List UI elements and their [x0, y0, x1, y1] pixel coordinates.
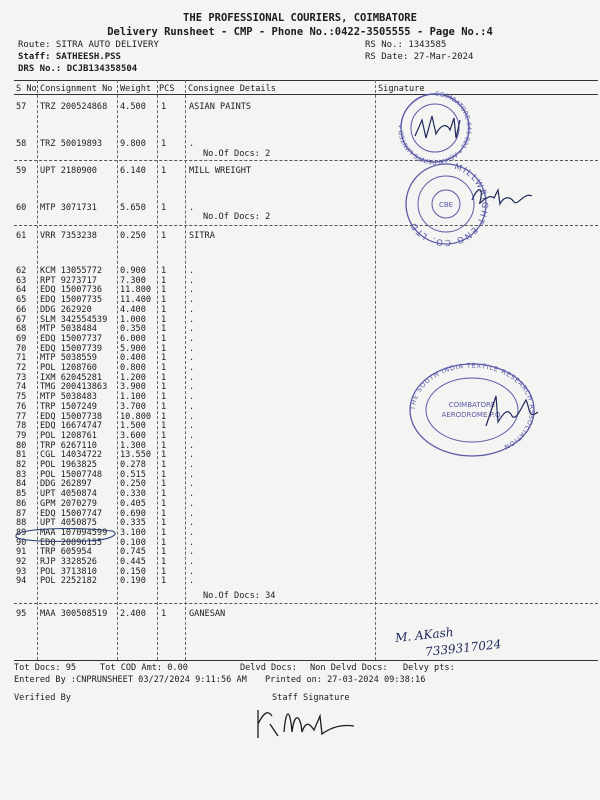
row-sno: 86 [16, 498, 27, 509]
row-consignment: EDQ 20896155 [40, 537, 103, 548]
table-row [0, 231, 600, 243]
row-consignment: EDQ 16674747 [40, 421, 103, 432]
staff-signature [250, 702, 360, 744]
rs-date: RS Date: 27-Mar-2024 [365, 52, 474, 62]
row-pcs: 1 [161, 295, 167, 306]
row-pcs: 1 [161, 275, 167, 286]
row-sno: 67 [16, 314, 27, 325]
row-consignment: MAA 107094599 [40, 527, 108, 538]
row-pcs: 1 [161, 547, 167, 558]
row-weight: 1.500 [120, 421, 146, 432]
row-weight: 0.150 [120, 566, 146, 577]
row-sno: 64 [16, 285, 27, 296]
row-pcs: 1 [161, 382, 167, 393]
row-pcs: 1 [161, 430, 167, 441]
row-sno: 76 [16, 401, 27, 412]
row-sno: 78 [16, 421, 27, 432]
table-top-rule [14, 80, 598, 81]
row-sno: 62 [16, 266, 27, 276]
row-consignee-detail: . [189, 498, 195, 509]
row-consignment: TRP 605954 [40, 547, 92, 558]
row-consignee-detail: . [189, 518, 195, 529]
row-consignee-detail: . [189, 295, 195, 306]
row-pcs: 1 [161, 333, 167, 344]
row-pcs: 1 [161, 266, 167, 276]
row-sno: 63 [16, 275, 27, 286]
entered-by: Entered By :CNPRUNSHEET 03/27/2024 9:11:56 AM [14, 675, 247, 685]
doc-count: No.Of Docs: 2 [203, 149, 271, 159]
row-consignee-detail: . [189, 469, 195, 480]
row-pcs: 1 [161, 576, 167, 587]
row-pcs: 1 [161, 401, 167, 412]
row-sno: 82 [16, 460, 27, 470]
row-consignment: MAA 300508519 [40, 609, 108, 619]
row-sno: 68 [16, 324, 27, 335]
row-consignee-detail: . [189, 304, 195, 315]
row-consignment: CGL 14034722 [40, 450, 103, 461]
row-consignee-detail: . [189, 479, 195, 490]
row-consignment: KCM 13055772 [40, 266, 103, 276]
row-weight: 6.140 [120, 166, 146, 176]
row-weight: 0.350 [120, 324, 146, 335]
row-weight: 11.800 [120, 285, 152, 296]
row-consignment: POL 1963825 [40, 460, 97, 470]
row-pcs: 1 [161, 440, 167, 451]
total-cod-amount: Tot COD Amt: 0.00 [100, 663, 188, 673]
row-consignment: UPT 4050875 [40, 518, 97, 529]
row-consignee-detail: . [189, 401, 195, 412]
row-weight: 0.190 [120, 576, 146, 587]
row-weight: 0.745 [120, 547, 146, 558]
row-weight: 4.500 [120, 102, 146, 112]
row-weight: 2.400 [120, 609, 146, 619]
row-weight: 9.800 [120, 139, 146, 149]
row-pcs: 1 [161, 203, 167, 213]
row-pcs: 1 [161, 231, 167, 241]
runsheet-subtitle: Delivery Runsheet - CMP - Phone No.:0422-3505555 - Page No.:4 [107, 26, 493, 38]
sitra-stamp-ring-text: THE SOUTH INDIA TEXTILE RESEARCH ASSOCIATION [408, 361, 537, 452]
delivered-docs: Delvd Docs: [240, 663, 297, 673]
row-consignment: MTP 5038484 [40, 324, 97, 335]
rs-number: RS No.: 1343585 [365, 40, 447, 50]
row-weight: 0.100 [120, 537, 146, 548]
row-consignee-detail: . [189, 576, 195, 587]
col-header-sno: S No [16, 84, 37, 94]
signature-millwright [468, 182, 538, 212]
row-weight: 1.200 [120, 372, 146, 383]
row-pcs: 1 [161, 314, 167, 325]
row-consignment: MTP 5038559 [40, 353, 97, 364]
row-consignee-detail: . [189, 421, 195, 432]
row-consignee-detail: . [189, 460, 195, 470]
row-sno: 79 [16, 430, 27, 441]
row-weight: 5.900 [120, 343, 146, 354]
row-consignment: SLM 342554539 [40, 314, 108, 325]
row-pcs: 1 [161, 498, 167, 509]
row-pcs: 1 [161, 285, 167, 296]
group-divider [14, 160, 598, 161]
table-header-rule [14, 94, 598, 95]
row-consignment: POL 1208760 [40, 363, 97, 373]
row-weight: 5.650 [120, 203, 146, 213]
row-pcs: 1 [161, 166, 167, 176]
row-pcs: 1 [161, 609, 167, 619]
row-consignee-detail: . [189, 566, 195, 577]
row-pcs: 1 [161, 343, 167, 354]
row-consignee-detail: . [189, 537, 195, 548]
staff-label: Staff: SATHEESH.PSS [18, 52, 121, 62]
row-consignment: EDQ 15007737 [40, 333, 103, 344]
row-consignee: GANESAN [189, 609, 226, 619]
row-pcs: 1 [161, 411, 167, 422]
row-weight: 0.800 [120, 363, 146, 373]
col-header-weight: Weight [120, 84, 152, 94]
row-weight: 4.400 [120, 304, 146, 315]
row-sno: 93 [16, 566, 27, 577]
row-consignment: MTP 3071731 [40, 203, 97, 213]
row-consignee-detail: . [189, 314, 195, 325]
table-row [0, 166, 600, 178]
row-consignee-detail: . [189, 333, 195, 344]
col-header-signature: Signature [378, 84, 425, 94]
row-consignment: EDQ 15007736 [40, 285, 103, 296]
row-consignee-detail: . [189, 547, 195, 558]
row-consignment: POL 1208761 [40, 430, 97, 441]
row-consignee-detail: . [189, 411, 195, 422]
verified-by-label: Verified By [14, 693, 71, 703]
printed-on: Printed on: 27-03-2024 09:38:16 [265, 675, 426, 685]
row-consignment: EDQ 15007747 [40, 508, 103, 519]
row-weight: 0.335 [120, 518, 146, 529]
row-sno: 69 [16, 333, 27, 344]
signature-asian-paints [410, 108, 470, 148]
asian-paints-stamp-text: COIMBATORE-641 021 * ASIAN PAINTS LIMITED * [397, 90, 472, 166]
row-sno: 59 [16, 166, 27, 176]
row-sno: 84 [16, 479, 27, 490]
row-pcs: 1 [161, 508, 167, 519]
row-weight: 3.600 [120, 430, 146, 441]
row-consignment: POL 2252182 [40, 576, 97, 587]
row-consignee-detail: . [189, 508, 195, 519]
row-consignee-detail: . [189, 139, 195, 149]
route-label: Route: SITRA AUTO DELIVERY [18, 40, 159, 50]
row-sno: 83 [16, 469, 27, 480]
row-weight: 0.900 [120, 266, 146, 276]
row-pcs: 1 [161, 372, 167, 383]
row-weight: 3.100 [120, 527, 146, 538]
row-consignment: RPT 9273717 [40, 275, 97, 286]
row-pcs: 1 [161, 324, 167, 335]
row-pcs: 1 [161, 527, 167, 538]
row-consignment: TRP 1507249 [40, 401, 97, 412]
row-sno: 90 [16, 537, 27, 548]
row-pcs: 1 [161, 469, 167, 480]
row-sno: 66 [16, 304, 27, 315]
row-sno: 73 [16, 372, 27, 383]
pen-circle-mark [10, 527, 118, 543]
row-pcs: 1 [161, 421, 167, 432]
row-sno: 92 [16, 557, 27, 567]
row-consignee-detail: . [189, 343, 195, 354]
row-sno: 65 [16, 295, 27, 306]
row-consignee-detail: . [189, 353, 195, 364]
row-sno: 60 [16, 203, 27, 213]
row-consignment: IXM 62045281 [40, 372, 103, 383]
row-pcs: 1 [161, 363, 167, 373]
row-consignee-detail: . [189, 266, 195, 276]
company-title: THE PROFESSIONAL COURIERS, COIMBATORE [183, 12, 417, 24]
row-consignee-detail: . [189, 392, 195, 403]
row-pcs: 1 [161, 557, 167, 567]
row-weight: 6.000 [120, 333, 146, 344]
row-sno: 91 [16, 547, 27, 558]
row-consignment: POL 15007748 [40, 469, 103, 480]
row-sno: 89 [16, 527, 27, 538]
row-consignee-detail: . [189, 557, 195, 567]
row-consignment: EDQ 15007735 [40, 295, 103, 306]
row-consignee-detail: . [189, 363, 195, 373]
table-bottom-rule [14, 660, 598, 661]
row-pcs: 1 [161, 518, 167, 529]
row-consignee-detail: . [189, 203, 195, 213]
millwright-stamp-ring-text: MILLWRIGHT ENG CO. LTD [408, 162, 490, 248]
row-sno: 88 [16, 518, 27, 529]
row-consignment: TMG 200413863 [40, 382, 108, 393]
group-divider [14, 603, 598, 604]
delivery-points: Delvy pts: [403, 663, 455, 673]
row-pcs: 1 [161, 102, 167, 112]
row-consignment: POL 3713810 [40, 566, 97, 577]
row-consignee-detail: . [189, 489, 195, 500]
row-weight: 0.405 [120, 498, 146, 509]
row-consignment: TRP 6267110 [40, 440, 97, 451]
row-consignment: EDQ 15007738 [40, 411, 103, 422]
row-weight: 1.000 [120, 314, 146, 325]
row-sno: 71 [16, 353, 27, 364]
row-consignment: TRZ 200524868 [40, 102, 108, 112]
row-consignment: RJP 3328526 [40, 557, 97, 567]
row-weight: 1.300 [120, 440, 146, 451]
handwritten-phone: 7339317024 [424, 637, 502, 659]
row-sno: 81 [16, 450, 27, 461]
row-consignment: VRR 7353238 [40, 231, 97, 241]
group-divider [14, 225, 598, 226]
row-sno: 70 [16, 343, 27, 354]
row-weight: 0.278 [120, 460, 146, 470]
row-pcs: 1 [161, 450, 167, 461]
row-pcs: 1 [161, 537, 167, 548]
row-weight: 0.690 [120, 508, 146, 519]
row-weight: 0.330 [120, 489, 146, 500]
row-sno: 74 [16, 382, 27, 393]
row-consignment: UPT 4050874 [40, 489, 97, 500]
row-weight: 1.100 [120, 392, 146, 403]
row-consignee: ASIAN PAINTS [189, 102, 252, 112]
row-consignment: UPT 2180900 [40, 166, 97, 176]
row-consignee: SITRA [189, 231, 215, 241]
row-consignment: MTP 5038483 [40, 392, 97, 403]
row-sno: 95 [16, 609, 27, 619]
row-sno: 87 [16, 508, 27, 519]
col-header-consignee: Consignee Details [188, 84, 276, 94]
row-consignment: DDG 262897 [40, 479, 92, 490]
table-row [0, 576, 600, 588]
row-weight: 0.250 [120, 479, 146, 490]
row-consignee-detail: . [189, 324, 195, 335]
row-sno: 77 [16, 411, 27, 422]
row-sno: 72 [16, 363, 27, 373]
row-pcs: 1 [161, 460, 167, 470]
row-sno: 58 [16, 139, 27, 149]
row-consignee-detail: . [189, 430, 195, 441]
row-sno: 80 [16, 440, 27, 451]
row-consignment: GPM 2070279 [40, 498, 97, 509]
row-sno: 61 [16, 231, 27, 241]
row-pcs: 1 [161, 304, 167, 315]
row-consignee-detail: . [189, 450, 195, 461]
non-delivered-docs: Non Delvd Docs: [310, 663, 388, 673]
row-pcs: 1 [161, 139, 167, 149]
row-pcs: 1 [161, 392, 167, 403]
millwright-stamp-center: CBE [438, 201, 454, 209]
row-consignment: EDQ 15007739 [40, 343, 103, 354]
row-weight: 0.400 [120, 353, 146, 364]
row-pcs: 1 [161, 479, 167, 490]
row-weight: 3.900 [120, 382, 146, 393]
row-weight: 0.515 [120, 469, 146, 480]
row-pcs: 1 [161, 353, 167, 364]
row-consignment: DDG 262920 [40, 304, 92, 315]
table-row [0, 139, 600, 151]
row-sno: 57 [16, 102, 27, 112]
drs-label: DRS No.: DCJB134358504 [18, 64, 138, 74]
row-weight: 13.550 [120, 450, 152, 461]
row-sno: 85 [16, 489, 27, 500]
row-consignee-detail: . [189, 275, 195, 286]
sitra-stamp-center-1: COIMBATORE [448, 401, 496, 409]
row-consignee: MILL WREIGHT [189, 166, 252, 176]
total-docs: Tot Docs: 95 [14, 663, 77, 673]
doc-count: No.Of Docs: 34 [203, 591, 276, 601]
row-sno: 75 [16, 392, 27, 403]
row-weight: 0.250 [120, 231, 146, 241]
row-consignee-detail: . [189, 440, 195, 451]
row-weight: 11.400 [120, 295, 152, 306]
row-weight: 3.700 [120, 401, 146, 412]
row-sno: 94 [16, 576, 27, 587]
row-weight: 0.445 [120, 557, 146, 567]
row-consignee-detail: . [189, 285, 195, 296]
row-pcs: 1 [161, 489, 167, 500]
col-header-consignment: Consignment No [40, 84, 113, 94]
col-header-pcs: PCS [159, 84, 175, 94]
row-consignment: TRZ 50019893 [40, 139, 103, 149]
handwritten-name: M. AKash [394, 624, 455, 646]
row-weight: 7.300 [120, 275, 146, 286]
row-consignee-detail: . [189, 372, 195, 383]
doc-count: No.Of Docs: 2 [203, 212, 271, 222]
row-consignee-detail: . [189, 382, 195, 393]
signature-sitra [478, 386, 548, 436]
staff-signature-label: Staff Signature [272, 693, 350, 703]
sitra-stamp-center-2: AERODROME P.O. [441, 411, 503, 419]
row-weight: 10.800 [120, 411, 152, 422]
row-consignee-detail: . [189, 527, 195, 538]
table-row [0, 102, 600, 114]
table-row [0, 609, 600, 621]
row-pcs: 1 [161, 566, 167, 577]
